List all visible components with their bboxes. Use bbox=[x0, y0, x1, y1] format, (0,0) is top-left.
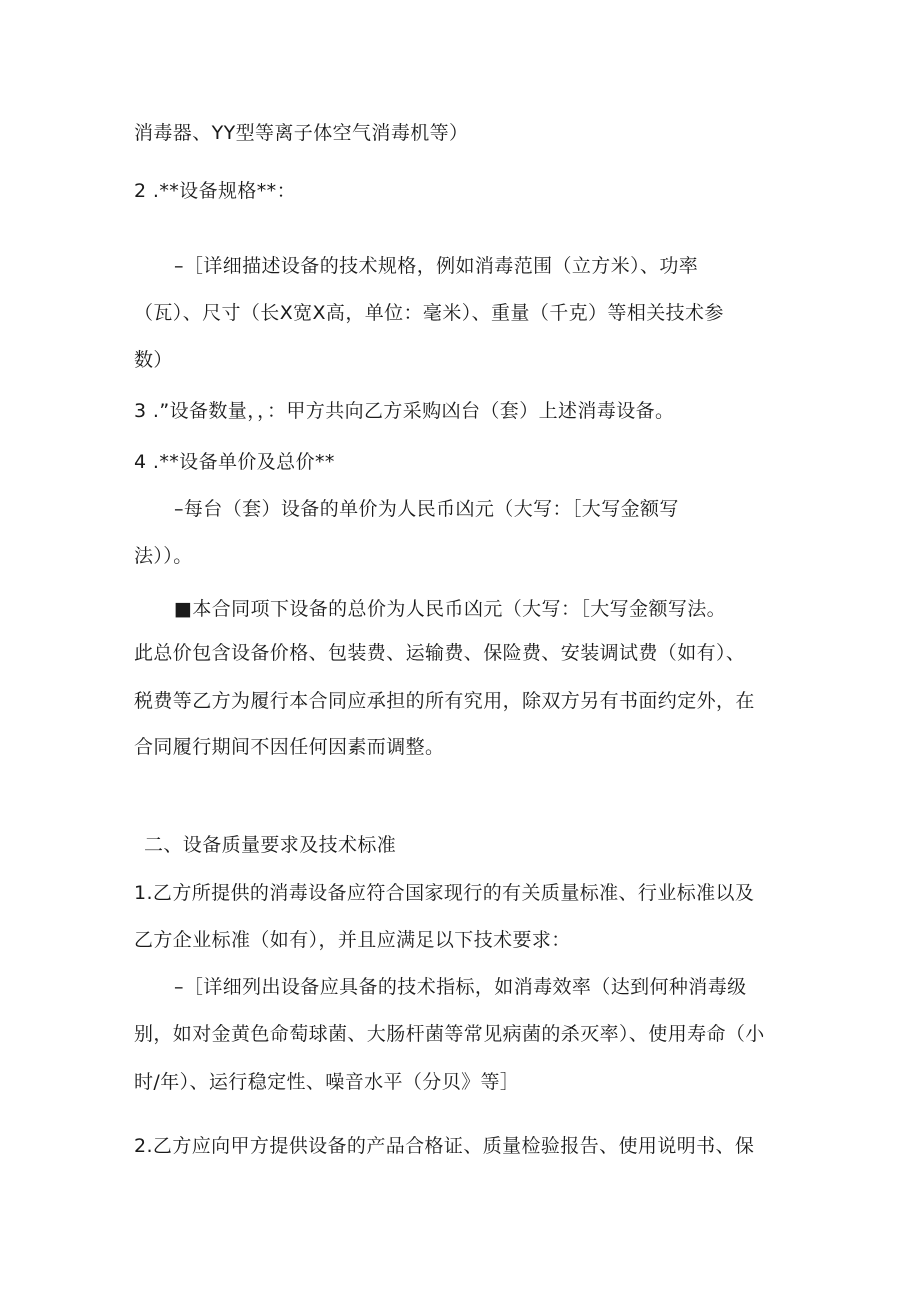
text-line: 时/年）、运行稳定性、噪音水平（分贝》等］ bbox=[134, 1071, 520, 1093]
text-line: 法））。 bbox=[134, 545, 193, 567]
text-line: 合同履行期间不因任何因素而调整。 bbox=[134, 736, 445, 758]
text-line: –［详细描述设备的技术规格，例如消毒范围（立方米）、功率 bbox=[174, 255, 699, 277]
list-item-heading: 4 .**设备单价及总价** bbox=[134, 451, 335, 473]
text-line: 消毒器、YY型等离子体空气消毒机等） bbox=[134, 122, 469, 144]
text-line: 此总价包含设备价格、包装费、运输费、保险费、安装调试费（如有）、 bbox=[134, 642, 746, 664]
text-line: 别，如对金黄色命萄球菌、大肠杆菌等常见病菌的杀灭率）、使用寿命（小 bbox=[134, 1023, 765, 1045]
text-line: –［详细列出设备应具备的技术指标，如消毒效率（达到何种消毒级 bbox=[174, 976, 747, 998]
list-item-heading: 2 .**设备规格**： bbox=[134, 180, 296, 202]
text-line: 税费等乙方为履行本合同应承担的所有究用，除双方另有书面约定外，在 bbox=[134, 690, 755, 712]
text-line: –每台（套）设备的单价为人民币凶元（大写：［大写金额写 bbox=[174, 498, 679, 520]
section-heading: 二、设备质量要求及技术标准 bbox=[144, 834, 397, 856]
list-item-heading: 2.乙方应向甲方提供设备的产品合格证、质量检验报告、使用说明书、保 bbox=[134, 1135, 755, 1157]
text-line: 数） bbox=[134, 349, 173, 371]
text-line: 乙方企业标准（如有），并且应满足以下技术要求： bbox=[134, 929, 571, 951]
text-line: （瓦）、尺寸（长X宽X高，单位：毫米）、重量（千克）等相关技术参 bbox=[134, 302, 724, 324]
list-item-heading: 1.乙方所提供的消毒设备应符合国家现行的有关质量标准、行业标准以及 bbox=[134, 882, 755, 904]
text-line: ■本合同项下设备的总价为人民币凶元（大写：［大写金额写法。 bbox=[174, 598, 727, 620]
list-item-heading: 3 .”设备数量，，：甲方共向乙方采购凶台（套）上述消毒设备。 bbox=[134, 400, 675, 422]
